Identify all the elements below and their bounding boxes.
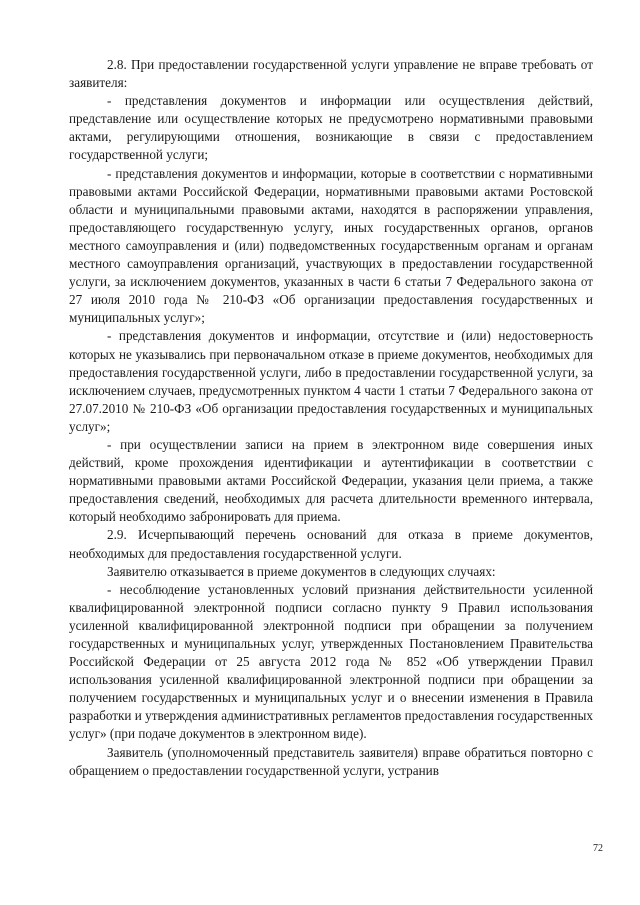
- paragraph-list-item: - представления документов и информации, отсутствие и (или) недостоверность которых не указывались при первоначальном отказе в приеме документов, необходимых для предоставления государственной услуги, либо в предоставлении государственной услуги, за исключением случаев, предусмотренных пунктом 4 части 1 статьи 7 Федерального закона от 27.07.2010 № 210-ФЗ «Об организации предоставления государственных и муниципальных услуг»;: [69, 328, 593, 434]
- paragraph-list-item: - при осуществлении записи на прием в электронном виде совершения иных действий, кроме прохождения идентификации и аутентификации в соответствии с нормативными правовыми актами Российской Федерации, указания цели приема, а также предоставления сведений, необходимых для расчета длительности временного интервала, который необходимо забронировать для приема.: [69, 436, 593, 525]
- paragraph-reapply: Заявитель (уполномоченный представитель заявителя) вправе обратиться повторно с обращением о предоставлении государственной услуги, устранив: [69, 744, 593, 778]
- paragraph-2-9-heading: 2.9. Исчерпывающий перечень оснований для отказа в приеме документов, необходимых для предоставления государственной услуги.: [69, 527, 593, 561]
- paragraph-list-item: - несоблюдение установленных условий признания действительности усиленной квалифицированной электронной подписи согласно пункту 9 Правил использования усиленной квалифицированной электронной подписи при обращении за получением государственных и муниципальных услуг, утвержденных Постановлением Правительства Российской Федерации от 25 августа 2012 года № 852 «Об утверждении Правил использования усиленной квалифицированной электронной подписи при обращении за получением государственных и муниципальных услуг и о внесении изменения в Правила разработки и утверждения административных регламентов предоставления государственных услуг» (при подаче документов в электронном виде).: [69, 581, 593, 742]
- page-number: 72: [593, 843, 603, 854]
- document-body: [69, 56, 593, 780]
- paragraph-list-item: - представления документов и информации, которые в соответствии с нормативными правовыми актами Российской Федерации, нормативными правовыми актами Ростовской области и муниципальными правовыми актами, находятся в распоряжении управления, предоставляющего государственную услугу, иных государственных органов, органов местного самоуправления и (или) подведомственных государственным органам и органам местного самоуправления организаций, участвующих в предоставлении государственной услуги, за исключением документов, указанных в части 6 статьи 7 Федерального закона от 27 июля 2010 года № 210-ФЗ «Об организации предоставления государственных и муниципальных услуг»;: [69, 165, 593, 326]
- paragraph-2-8-intro: 2.8. При предоставлении государственной услуги управление не вправе требовать от заявителя:: [69, 57, 593, 91]
- paragraph-refusal-intro: Заявителю отказывается в приеме документов в следующих случаях:: [107, 563, 496, 579]
- paragraph-list-item: - представления документов и информации или осуществления действий, представление или осуществление которых не предусмотрено нормативными правовыми актами, регулирующими отношения, возникающие в связи с предоставлением государственной услуги;: [69, 93, 593, 163]
